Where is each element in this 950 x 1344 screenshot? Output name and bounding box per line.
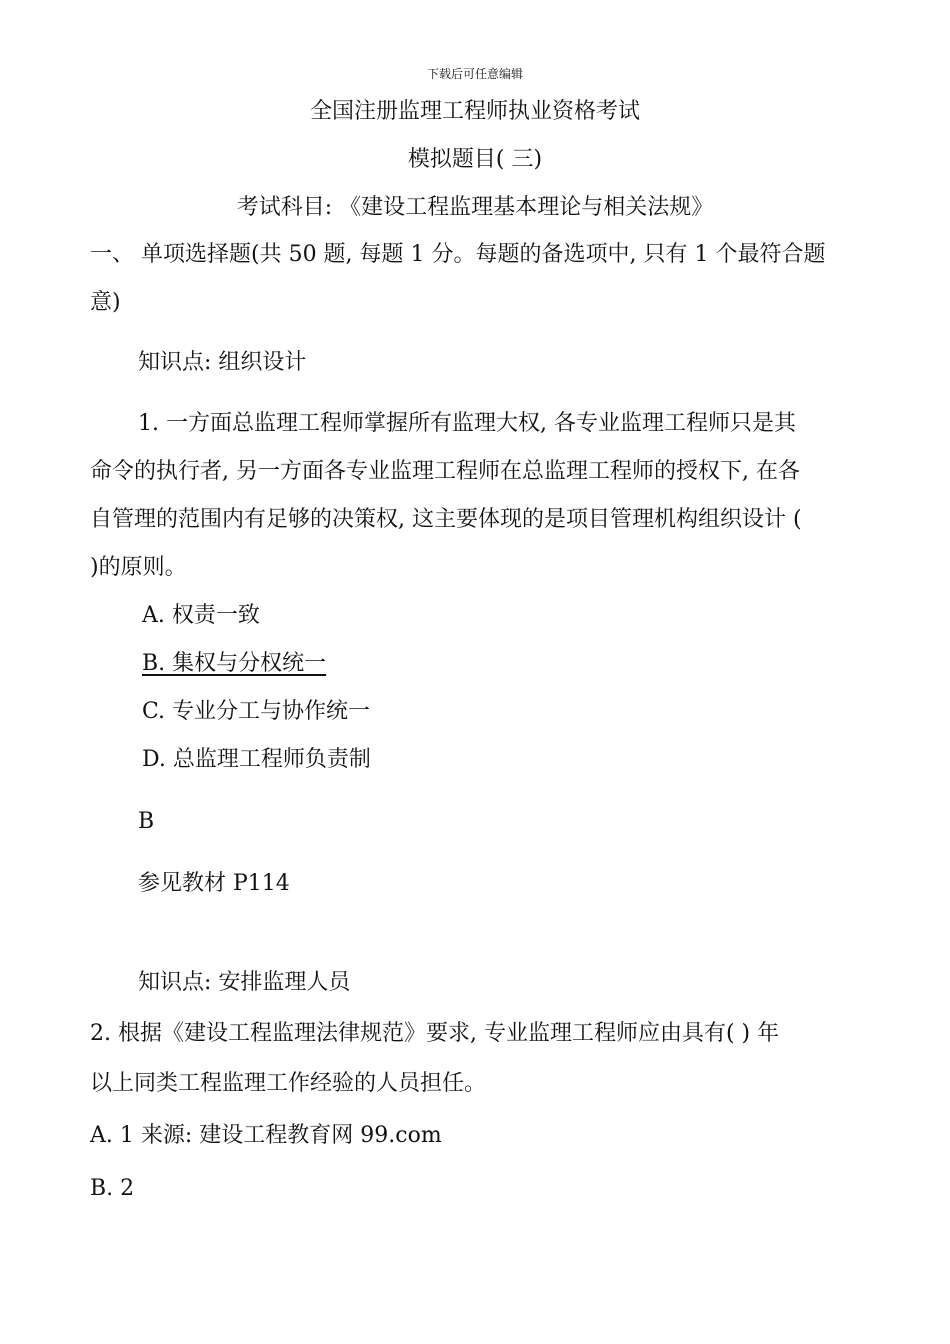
q1-stem-line-3: 自管理的范围内有足够的决策权, 这主要体现的是项目管理机构组织设计 ( [90,507,802,532]
q1-option-d: D. 总监理工程师负责制 [142,747,371,772]
q1-option-a: A. 权责一致 [142,603,260,628]
exam-subtitle: 模拟题目( 三) [407,147,543,172]
q1-option-b: B. 集权与分权统一 [142,651,327,676]
section-heading-line-1: 一、 单项选择题(共 50 题, 每题 1 分。每题的备选项中, 只有 1 个最符合题 [90,242,826,267]
q1-knowledge-point: 知识点: 组织设计 [138,350,307,375]
q1-stem-line-4: )的原则。 [90,555,187,580]
q2-option-b: B. 2 [90,1176,135,1201]
exam-title: 全国注册监理工程师执业资格考试 [309,99,640,124]
q1-answer: B [138,809,155,834]
q1-stem-line-1: 1. 一方面总监理工程师掌握所有监理大权, 各专业监理工程师只是其 [138,411,796,436]
q1-reference: 参见教材 P114 [138,871,290,896]
q2-knowledge-point: 知识点: 安排监理人员 [138,970,351,995]
header-note: 下载后可任意编辑 [426,67,523,81]
q2-stem-line-1: 2. 根据《建设工程监理法律规范》要求, 专业监理工程师应由具有( ) 年 [90,1021,780,1046]
exam-subject: 考试科目: 《建设工程监理基本理论与相关法规》 [236,195,714,220]
q2-stem-line-2: 以上同类工程监理工作经验的人员担任。 [90,1071,487,1096]
q2-option-a: A. 1 来源: 建设工程教育网 99.com [90,1123,442,1148]
section-heading-line-2: 意) [90,290,121,315]
q1-option-c: C. 专业分工与协作统一 [142,699,371,724]
q1-stem-line-2: 命令的执行者, 另一方面各专业监理工程师在总监理工程师的授权下, 在各 [90,459,800,484]
